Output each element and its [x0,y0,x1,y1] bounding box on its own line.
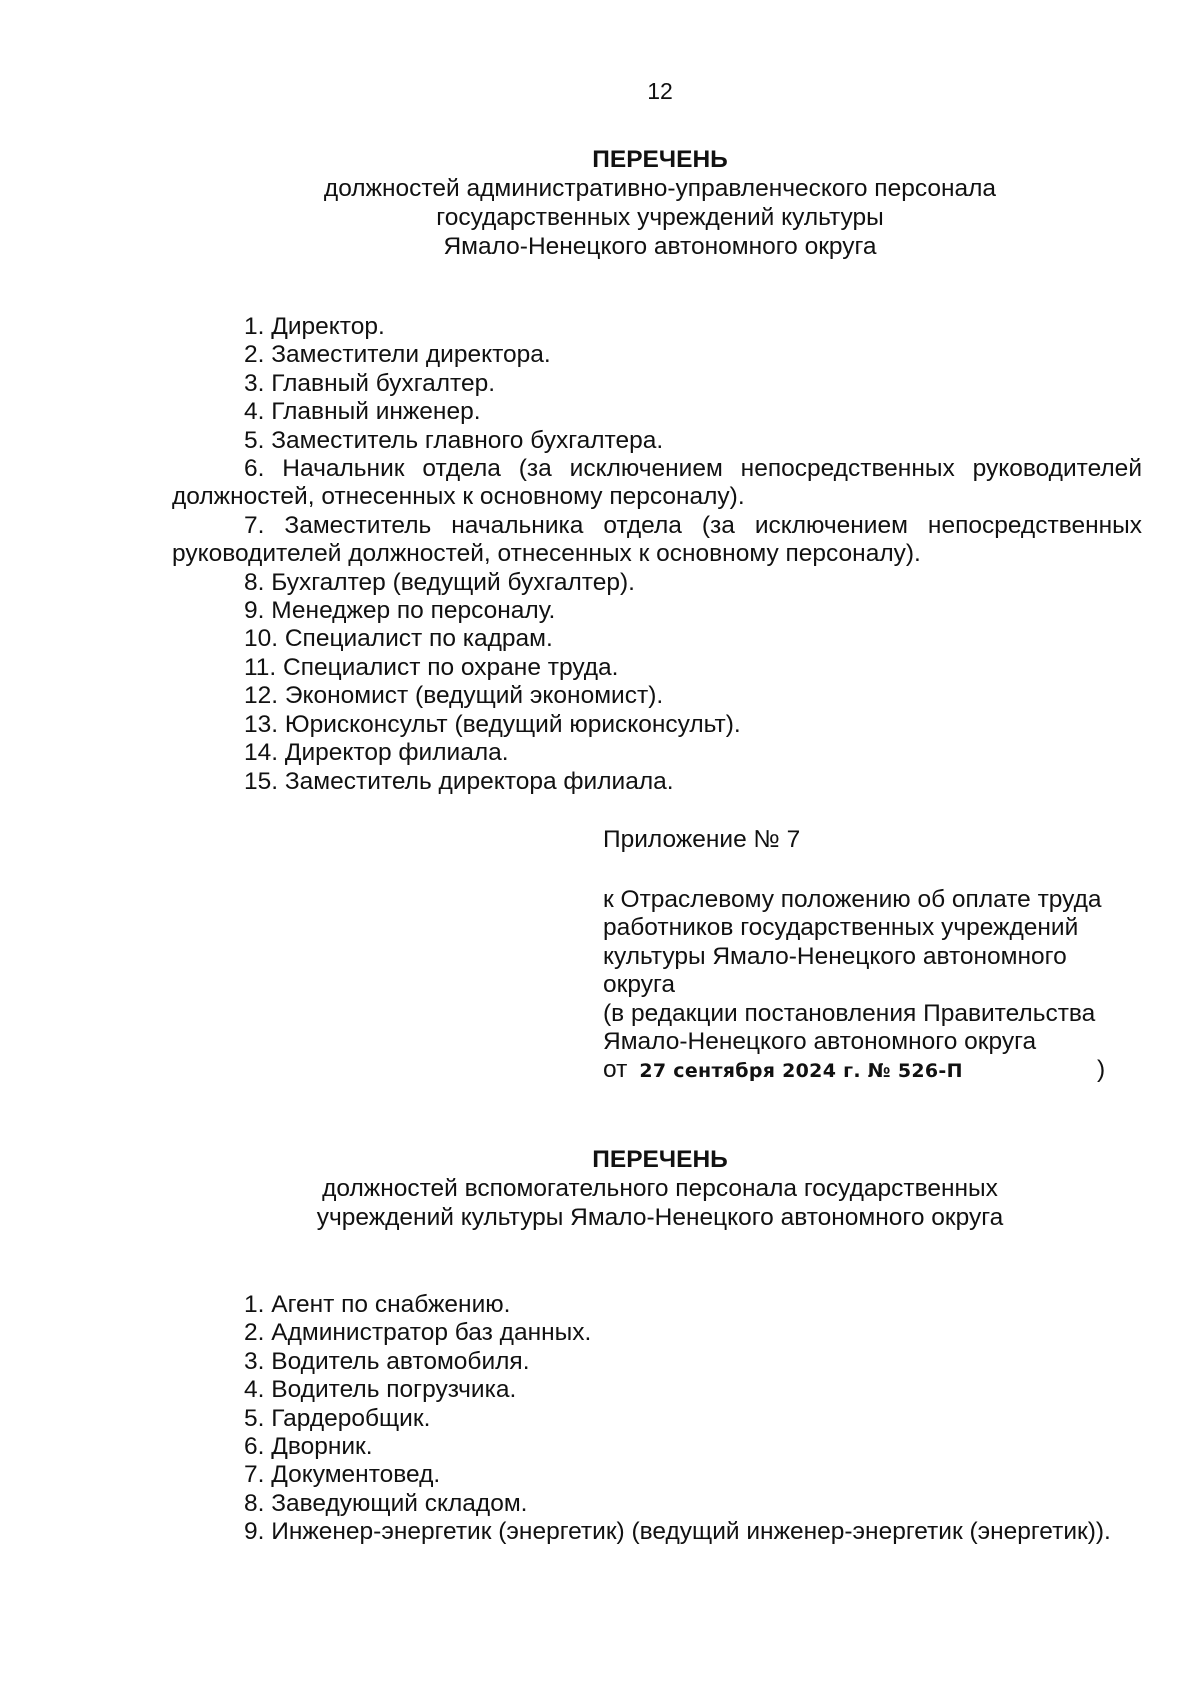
list-item: 8. Бухгалтер (ведущий бухгалтер). [244,568,635,596]
list-subtitle-line: государственных учреждений культуры [436,204,884,231]
list-item: 5. Заместитель главного бухгалтера. [244,426,664,454]
list-item: 9. Инженер-энергетик (энергетик) (ведущий инженер-энергетик (энергетик)). [244,1518,1111,1546]
list-heading: ПЕРЕЧЕНЬ [592,1146,728,1173]
list-heading: ПЕРЕЧЕНЬ [592,146,728,173]
appendix-line: (в редакции постановления Правительства [603,999,1096,1027]
appendix-line: к Отраслевому положению об оплате труда [603,886,1102,913]
list-item: 12. Экономист (ведущий экономист). [244,682,664,710]
list-item: 1. Директор. [244,313,385,340]
list-item: 11. Специалист по охране труда. [244,653,619,681]
list-title-auxiliary [0,1145,1200,1232]
auxiliary-positions-list [172,1291,1142,1547]
appendix-title: Приложение № 7 [603,826,801,853]
list-item: 7. Документовед. [244,1461,441,1489]
list-item: 2. Администратор баз данных. [244,1319,592,1347]
list-subtitle-line: Ямало-Ненецкого автономного округа [443,233,877,260]
appendix-line: культуры Ямало-Ненецкого автономного [603,942,1067,970]
appendix-line: Ямало-Ненецкого автономного округа [603,1028,1037,1056]
list-item: 6. Дворник. [244,1433,373,1461]
list-item: 6. Начальник отдела (за исключением непосредственных руководителей должностей, отнесенных к основному персоналу). [172,455,1142,511]
administrative-positions-list [172,313,1142,796]
list-item: 10. Специалист по кадрам. [244,625,553,653]
list-item: 5. Гардеробщик. [244,1404,431,1432]
resolution-date: 27 сентября 2024 г. № 526-П [639,1060,963,1083]
appendix-reference [603,886,1163,1086]
date-prefix: от [603,1056,628,1084]
list-item: 14. Директор филиала. [244,739,509,767]
closing-paren: ) [1097,1056,1106,1084]
list-item: 13. Юрисконсульт (ведущий юрисконсульт). [244,710,741,738]
list-item: 3. Водитель автомобиля. [244,1347,530,1375]
appendix-line: округа [603,971,675,999]
list-item: 1. Агент по снабжению. [244,1291,511,1318]
list-subtitle-line: учреждений культуры Ямало-Ненецкого автономного округа [316,1204,1004,1231]
list-item: 8. Заведующий складом. [244,1489,528,1517]
list-item: 4. Водитель погрузчика. [244,1376,517,1404]
list-item: 4. Главный инженер. [244,398,481,426]
list-item: 15. Заместитель директора филиала. [244,767,674,795]
list-subtitle-line: должностей административно-управленческого персонала [323,175,997,202]
list-item: 9. Менеджер по персоналу. [244,597,556,625]
appendix-date-line [603,1056,1163,1085]
list-item: 2. Заместители директора. [244,341,551,369]
list-item: 3. Главный бухгалтер. [244,369,496,397]
list-item: 7. Заместитель начальника отдела (за исключением непосредственных руководителей должностей, отнесенных к основному персоналу). [172,511,1142,568]
list-title-administrative [0,145,1200,261]
page-number: 12 [647,78,673,104]
appendix-line: работников государственных учреждений [603,914,1079,942]
list-subtitle-line: должностей вспомогательного персонала государственных [322,1175,998,1202]
